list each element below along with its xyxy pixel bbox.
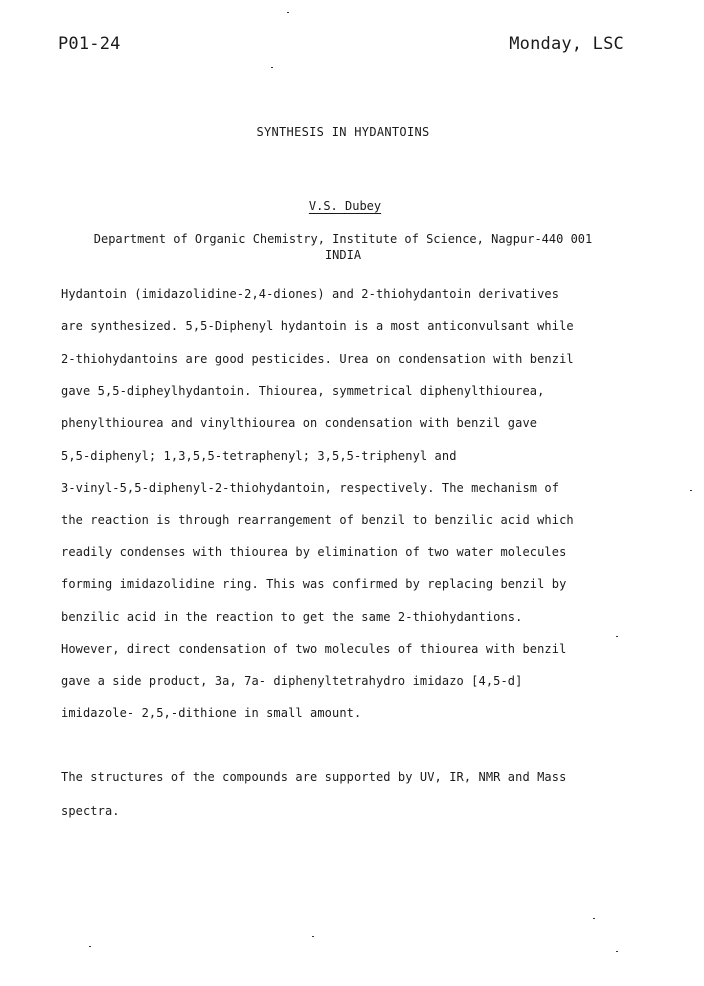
abstract-line: readily condenses with thiourea by elimination of two water molecules <box>61 545 567 559</box>
abstract-line: the reaction is through rearrangement of benzil to benzilic acid which <box>61 513 574 527</box>
scan-speck <box>89 946 91 947</box>
author-name: V.S. Dubey <box>308 199 382 213</box>
abstract-line: Hydantoin (imidazolidine-2,4-diones) and 2-thiohydantoin derivatives <box>61 287 560 301</box>
scan-speck <box>287 12 289 13</box>
abstract-line: benzilic acid in the reaction to get the same 2-thiohydantions. <box>61 610 523 624</box>
abstract-line: forming imidazolidine ring. This was confirmed by replacing benzil by <box>61 577 567 591</box>
paper-title: SYNTHESIS IN HYDANTOINS <box>256 125 430 139</box>
abstract-line: However, direct condensation of two molecules of thiourea with benzil <box>61 642 567 656</box>
abstract-line: 3-vinyl-5,5-diphenyl-2-thiohydantoin, respectively. The mechanism of <box>61 481 560 495</box>
closing-line: spectra. <box>61 804 120 818</box>
affiliation-country: INDIA <box>324 248 362 262</box>
abstract-line: gave 5,5-dipheylhydantoin. Thiourea, symmetrical diphenylthiourea, <box>61 384 545 398</box>
scan-speck <box>616 636 618 637</box>
scan-speck <box>593 918 595 919</box>
closing-line: The structures of the compounds are supported by UV, IR, NMR and Mass <box>61 770 567 784</box>
author-line <box>0 199 690 213</box>
paper-code: P01-24 <box>58 34 121 54</box>
affiliation-line: Department of Organic Chemistry, Institute of Science, Nagpur-440 001 <box>93 232 593 246</box>
abstract-line: gave a side product, 3a, 7a- diphenyltetrahydro imidazo [4,5-d] <box>61 674 523 688</box>
affiliation <box>0 231 686 263</box>
scan-speck <box>616 951 618 952</box>
abstract-line: phenylthiourea and vinylthiourea on condensation with benzil gave <box>61 416 538 430</box>
scan-speck <box>312 936 314 937</box>
session-label: Monday, LSC <box>509 34 624 54</box>
abstract-line: 2-thiohydantoins are good pesticides. Urea on condensation with benzil <box>61 352 574 366</box>
scan-speck <box>271 67 273 68</box>
scan-speck <box>690 490 692 491</box>
abstract-line: imidazole- 2,5,-dithione in small amount. <box>61 706 362 720</box>
abstract-line: are synthesized. 5,5-Diphenyl hydantoin is a most anticonvulsant while <box>61 319 574 333</box>
abstract-line: 5,5-diphenyl; 1,3,5,5-tetraphenyl; 3,5,5-triphenyl and <box>61 449 457 463</box>
